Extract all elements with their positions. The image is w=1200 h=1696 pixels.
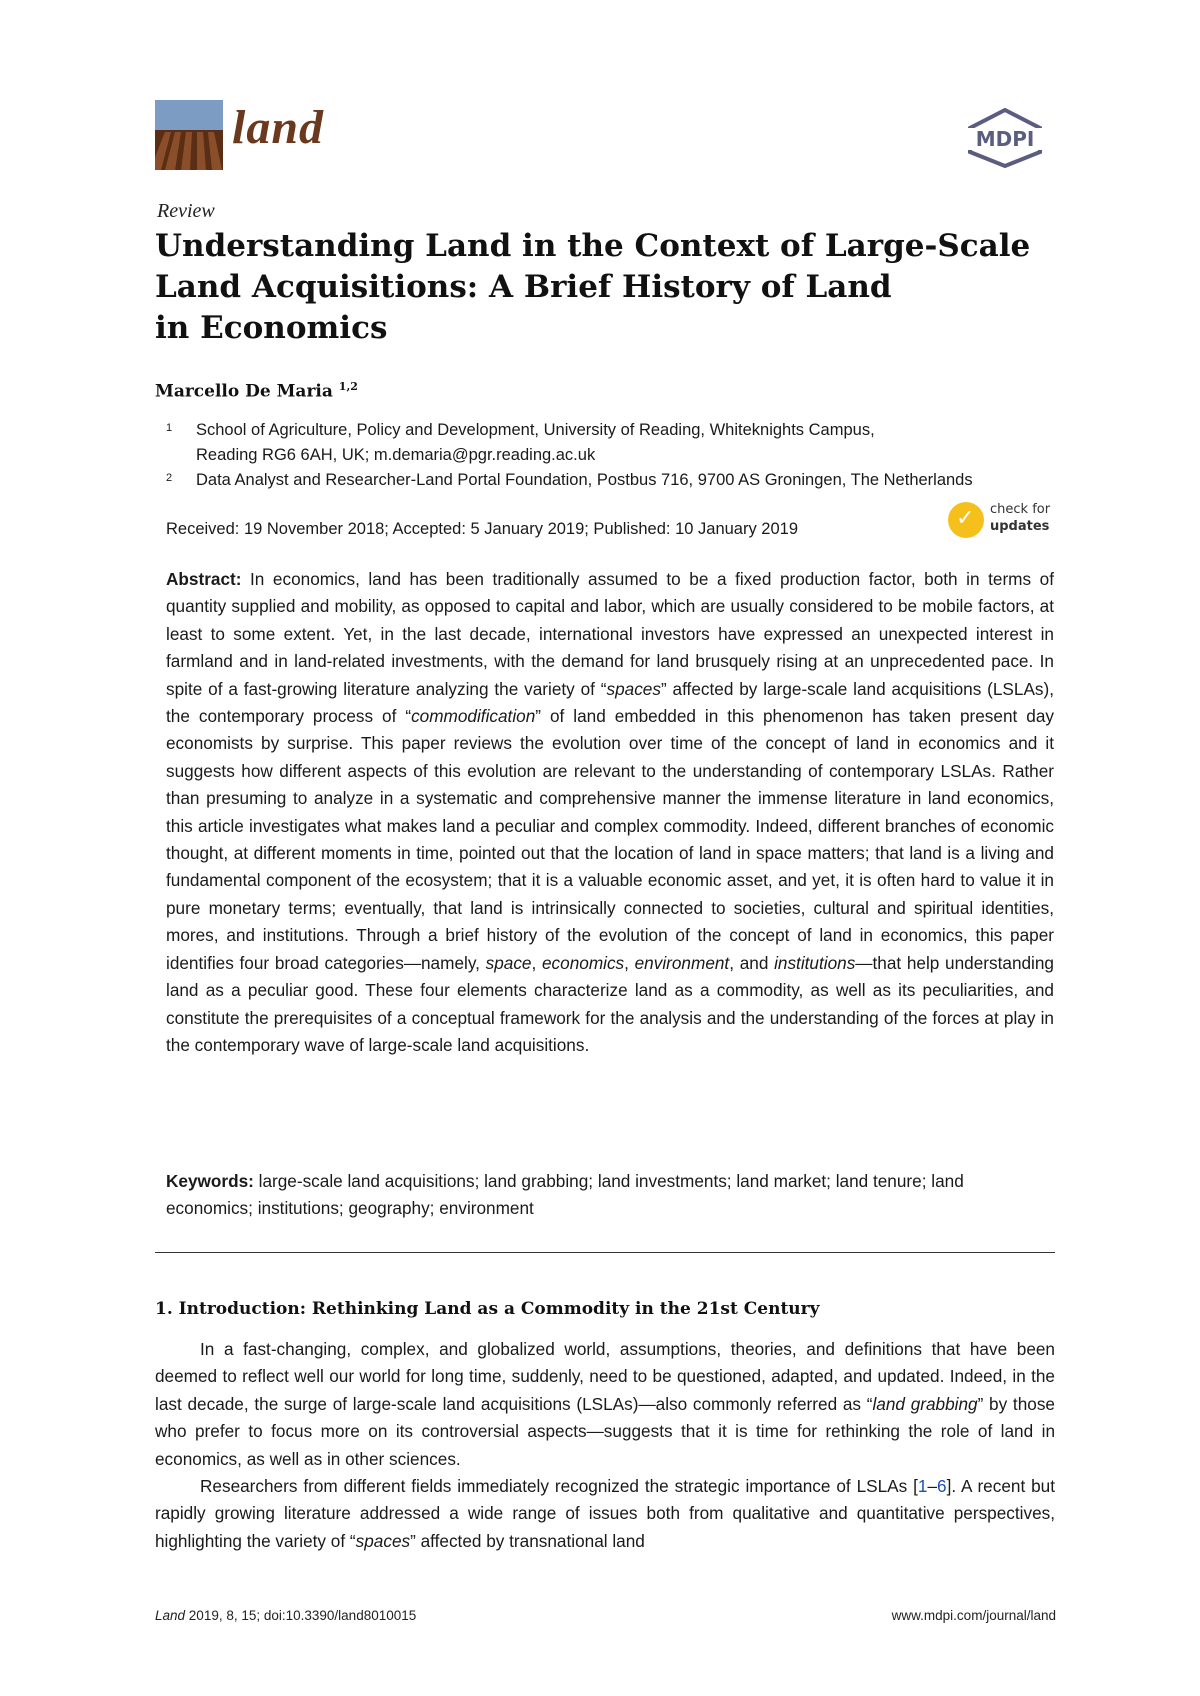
title-line: Understanding Land in the Context of Large-Scale [155, 228, 1031, 264]
article-title [155, 226, 1055, 349]
abstract: Abstract: In economics, land has been traditionally assumed to be a fixed production factor, both in terms of quantity supplied and mobility, as opposed to capital and labor, which are usually considered to be mobile factors, at least to some extent. Yet, in the last decade, international investors have expressed an unexpected interest in farmland and in land-related investments, with the demand for land brusquely rising at an unprecedented pace. In spite of a fast-growing literature analyzing the variety of “spaces” affected by large-scale land acquisitions (LSLAs), the contemporary process of “commodification” of land embedded in this phenomenon has taken present day economists by surprise. This paper reviews the evolution over time of the concept of land in economics and it suggests how different aspects of this evolution are relevant to the understanding of contemporary LSLAs. Rather than presuming to analyze in a systematic and comprehensive manner the immense literature in land economics, this article investigates what makes land a peculiar and complex commodity. Indeed, different branches of economic thought, at different moments in time, pointed out that the location of land in space matters; that land is a living and fundamental component of the ecosystem; that it is a valuable economic asset, and yet, it is often hard to value it in pure monetary terms; eventually, that land is intrinsically connected to societies, cultural and spiritual identities, mores, and institutions. Through a brief history of the evolution of the concept of land in economics, this paper identifies four broad categories—namely, space, economics, environment, and institutions—that help understanding land as a peculiar good. These four elements characterize land as a commodity, as well as its peculiarities, and constitute the prerequisites of a conceptual framework for the analysis and the understanding of the forces at play in the contemporary wave of large-scale land acquisitions. [166, 569, 1054, 1055]
section-heading: 1. Introduction: Rethinking Land as a Commodity in the 21st Century [155, 1299, 820, 1319]
keywords-label: Keywords: [166, 1171, 254, 1191]
mdpi-logo-text: MDPI [975, 127, 1035, 151]
abstract-label: Abstract: [166, 569, 242, 589]
author [155, 380, 358, 402]
affiliation-2-number: 2 [166, 472, 173, 484]
check-for-updates-line1: check for [990, 502, 1051, 517]
reference-link-6[interactable]: 6 [937, 1476, 947, 1496]
journal-name: land [232, 101, 325, 154]
affiliation-2-line1: Data Analyst and Researcher-Land Portal Foundation, Postbus 716, 9700 AS Groningen, The Netherlands [196, 471, 973, 489]
paragraph-1: In a fast-changing, complex, and globalized world, assumptions, theories, and definitions that have been deemed to reflect well our world for long time, suddenly, need to be questioned, adapted, and updated. Indeed, in the last decade, the surge of large-scale land acquisitions (LSLAs)—also commonly referred as “land grabbing” by those who prefer to focus more on its controversial aspects—suggests that it is time for rethinking the role of land in economics, as well as in other sciences. [155, 1339, 1055, 1469]
footer-journal: Land [155, 1608, 186, 1623]
mdpi-logo [960, 108, 1050, 168]
keywords [166, 1168, 1054, 1223]
check-for-updates-badge[interactable] [948, 502, 1098, 542]
article-type: Review [157, 200, 215, 222]
author-name: Marcello De Maria [155, 381, 333, 402]
footer-url[interactable]: www.mdpi.com/journal/land [891, 1608, 1056, 1623]
check-for-updates-line2: updates [990, 519, 1050, 534]
affiliation-1-line1: School of Agriculture, Policy and Development, University of Reading, Whiteknights Campus, [196, 421, 875, 439]
keywords-text: large-scale land acquisitions; land grabbing; land investments; land market; land tenure; land economics; institutions; geography; environment [166, 1171, 964, 1219]
publication-dates: Received: 19 November 2018; Accepted: 5 January 2019; Published: 10 January 2019 [166, 520, 799, 538]
affiliation-1-number: 1 [166, 422, 173, 434]
footer-citation-details: 2019, 8, 15; doi:10.3390/land8010015 [185, 1608, 417, 1623]
footer-citation [155, 1608, 416, 1623]
title-line: Land Acquisitions: A Brief History of Land [155, 269, 892, 305]
section-divider [155, 1252, 1055, 1253]
paragraph-2: Researchers from different fields immediately recognized the strategic importance of LSLAs [1–6]. A recent but rapidly growing literature addressed a wide range of issues both from qualitative and quantitative perspectives, highlighting the variety of “spaces” affected by transnational land [155, 1476, 1055, 1551]
affiliation-1-line2: Reading RG6 6AH, UK; m.demaria@pgr.reading.ac.uk [196, 446, 596, 464]
author-affiliation-marks: 1,2 [338, 380, 358, 393]
journal-logo-image [155, 100, 223, 170]
reference-link-1[interactable]: 1 [917, 1476, 928, 1496]
title-line: in Economics [155, 310, 388, 346]
check-circle-icon: ✓ [948, 502, 984, 538]
